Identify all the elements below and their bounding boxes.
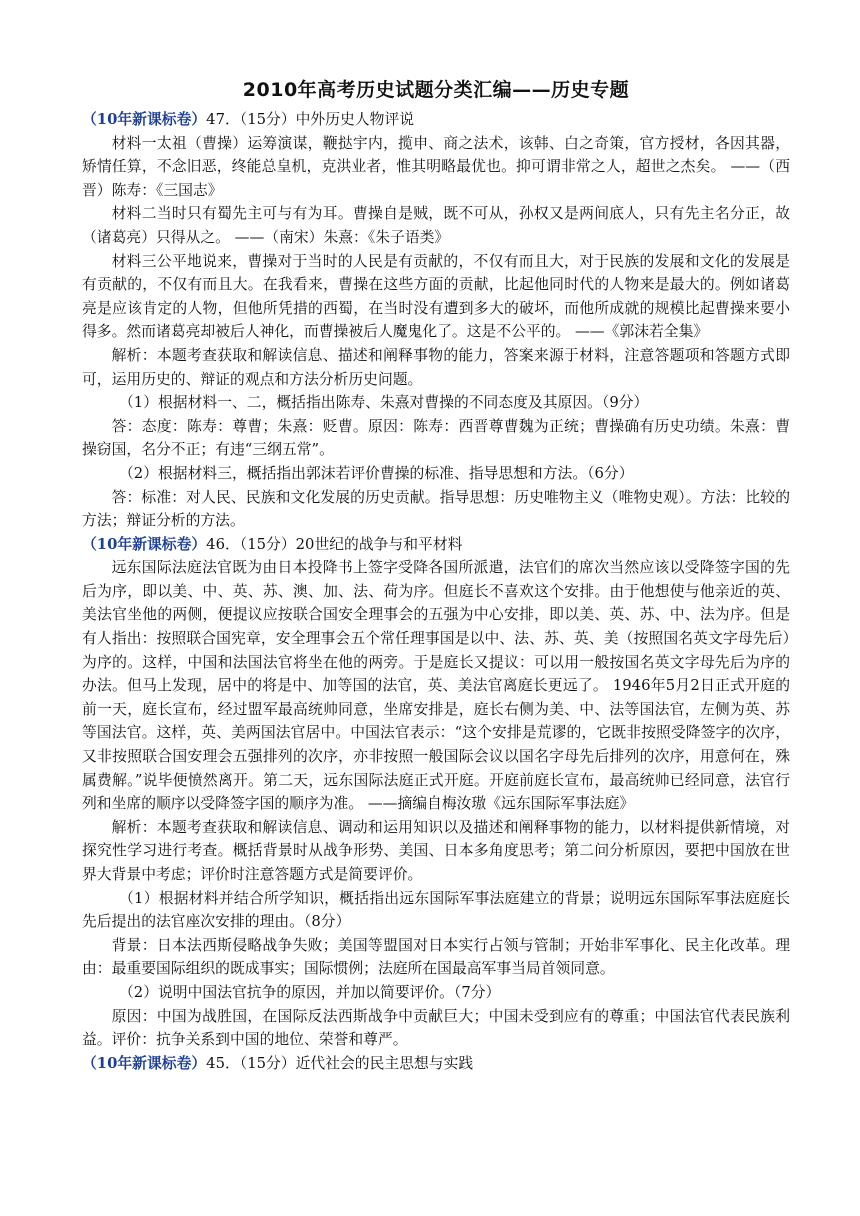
material-3: 材料三公平地说来，曹操对于当时的人民是有贡献的，不仅有而且大，对于民族的发展和文化的发展是有贡献的，不仅有而且大。在我看来，曹操在这些方面的贡献，比起他同时代的人物来是最大的。例如诸葛亮是应该肯定的人物，但他所凭措的西蜀，在当时没有遭到多大的破坏，而他所成就的规模比起曹操来要小得多。然而诸葛亮却被后人神化，而曹操被后人魔鬼化了。这是不公平的。 ——《郭沫若全集》 bbox=[82, 252, 790, 341]
sub-question-1: （1）根据材料并结合所学知识，概括指出远东国际军事法庭建立的背景；说明远东国际军事法庭庭长先后提出的法官座次安排的理由。（8分） bbox=[82, 889, 790, 931]
answer-2: 原因：中国为战胜国，在国际反法西斯战争中贡献巨大；中国未受到应有的尊重；中国法官代表民族利益。评价：抗争关系到中国的地位、荣誉和尊严。 bbox=[82, 1007, 790, 1049]
question-47-header bbox=[82, 108, 790, 132]
question-source-label: （10年新课标卷） bbox=[82, 535, 207, 553]
document-page bbox=[82, 76, 790, 1075]
answer-1: 答：态度：陈寿：尊曹；朱熹：贬曹。原因：陈寿：西晋尊曹魏为正统；曹操确有历史功绩。朱熹：曹操窃国，名分不正；有违“三纲五常”。 bbox=[82, 417, 790, 459]
question-source-label: （10年新课标卷） bbox=[82, 1054, 207, 1072]
page-title: 2010年高考历史试题分类汇编——历史专题 bbox=[242, 79, 630, 101]
question-heading: 47．（15分）中外历史人物评说 bbox=[206, 111, 414, 128]
analysis-paragraph: 解析：本题考查获取和解读信息、描述和阐释事物的能力，答案来源于材料，注意答题项和答题方式即可，运用历史的、辩证的观点和方法分析历史问题。 bbox=[82, 346, 790, 388]
sub-question-2: （2）说明中国法官抗争的原因，并加以简要评价。（7分） bbox=[119, 983, 501, 1001]
question-46-header bbox=[82, 533, 790, 557]
answer-1: 背景：日本法西斯侵略战争失败；美国等盟国对日本实行占领与管制；开始非军事化、民主化改革。理由：最重要国际组织的既成事实；国际惯例；法庭所在国最高军事当局首领同意。 bbox=[82, 936, 790, 978]
sub-question-2: （2）根据材料三，概括指出郭沫若评价曹操的标准、指导思想和方法。（6分） bbox=[119, 464, 634, 482]
material-1: 材料一太祖（曹操）运筹演谋，鞭挞宇内，揽申、商之法术，该韩、白之奇策，官方授材，各因其器，矫情任算，不念旧恶，终能总皇机，克洪业者，惟其明略最优也。抑可谓非常之人，超世之杰矣。 ——（西晋）陈寿：《三国志》 bbox=[82, 134, 790, 199]
answer-2: 答：标准：对人民、民族和文化发展的历史贡献。指导思想：历史唯物主义（唯物史观）。方法：比较的方法；辩证分析的方法。 bbox=[82, 488, 790, 530]
analysis-paragraph: 解析：本题考查获取和解读信息、调动和运用知识以及描述和阐释事物的能力，以材料提供新情境，对探究性学习进行考查。概括背景时从战争形势、美国、日本多角度思考；第二问分析原因，要把中国放在世界大背景中考虑；评价时注意答题方式是简要评价。 bbox=[82, 818, 790, 883]
material-2: 材料二当时只有蜀先主可与有为耳。曹操自是贼，既不可从，孙权又是两间底人，只有先主名分正，故（诸葛亮）只得从之。 ——（南宋）朱熹：《朱子语类》 bbox=[82, 205, 790, 246]
material-paragraph: 远东国际法庭法官既为由日本投降书上签字受降各国所派遣，法官们的席次当然应该以受降签字国的先后为序，即以美、中、英、苏、澳、加、法、荷为序。但庭长不喜欢这个安排。由于他想使与他亲近的英、美法官坐他的两侧，便提议应按联合国安全理事会的五强为中心安排，即以美、英、苏、中、法为序。但是有人指出：按照联合国宪章，安全理事会五个常任理事国是以中、法、苏、英、美（按照国名英文字母先后）为序的。这样，中国和法国法官将坐在他的两旁。于是庭长又提议：可以用一般按国名英文字母先后为序的办法。但马上发现，居中的将是中、加等国的法官，英、美法官离庭长更远了。 1946年5月2日正式开庭的前一天，庭长宣布，经过盟军最高统帅同意，坐席安排是，庭长右侧为美、中、法等国法官，左侧为英、苏等国法官。这样，英、美两国法官居中。中国法官表示：“这个安排是荒谬的，它既非按照受降签字的次序，又非按照联合国安理会五强排列的次序，亦非按照一般国际会议以国名字母先后排列的次序，用意何在，殊属费解。”说毕便愤然离开。第二天，远东国际法庭正式开庭。开庭前庭长宣布，最高统帅已经同意，法官行列和坐席的顺序以受降签字国的顺序为准。 ——摘编自梅汝璈《远东国际军事法庭》 bbox=[82, 559, 790, 813]
question-source-label: （10年新课标卷） bbox=[82, 111, 207, 128]
question-45-header bbox=[82, 1052, 790, 1076]
question-heading: 45．（15分）近代社会的民主思想与实践 bbox=[206, 1054, 474, 1072]
sub-question-1: （1）根据材料一、二，概括指出陈寿、朱熹对曹操的不同态度及其原因。（9分） bbox=[119, 394, 649, 412]
question-heading: 46．（15分）20世纪的战争与和平材料 bbox=[206, 535, 463, 553]
